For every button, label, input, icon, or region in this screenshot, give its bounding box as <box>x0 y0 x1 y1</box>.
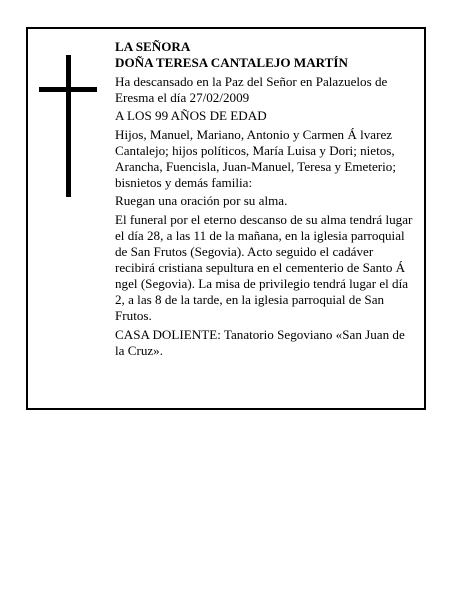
notice-heading: LA SEÑORA <box>115 39 191 54</box>
family-list: Hijos, Manuel, Mariano, Antonio y Carmen Á lvarez Cantalejo; hijos políticos, María Luisa y Dori; nietos, Arancha, Fuencisla, Juan-Manuel, Teresa y Emeterio; bisnietos y demás familia: <box>115 126 396 190</box>
cross-horizontal-bar <box>39 87 97 92</box>
rested-statement: Ha descansado en la Paz del Señor en Palazuelos de Eresma el día 27/02/2009 <box>115 73 388 105</box>
cross-icon <box>39 55 97 197</box>
cross-vertical-bar <box>66 55 71 197</box>
funeral-details: El funeral por el eterno descanso de su alma tendrá lugar el día 28, a las 11 de la mañana, en la iglesia parroquial de San Frutos (Segovia). Acto seguido el cadáver recibirá cristiana sepultura en el cementerio de Santo Á ngel (Segovia). La misa de privilegio tendrá lugar el día 2, a las 8 de la tarde, en la iglesia parroquial de San Frutos. <box>115 211 413 324</box>
obituary-notice <box>26 27 426 410</box>
notice-body <box>115 39 415 362</box>
funeral-home: CASA DOLIENTE: Tanatorio Segoviano «San Juan de la Cruz». <box>115 326 405 359</box>
age-statement: A LOS 99 AÑOS DE EDAD <box>115 108 267 124</box>
prayer-request: Ruegan una oración por su alma. <box>115 193 288 209</box>
deceased-name: DOÑA TERESA CANTALEJO MARTÍN <box>115 55 348 71</box>
